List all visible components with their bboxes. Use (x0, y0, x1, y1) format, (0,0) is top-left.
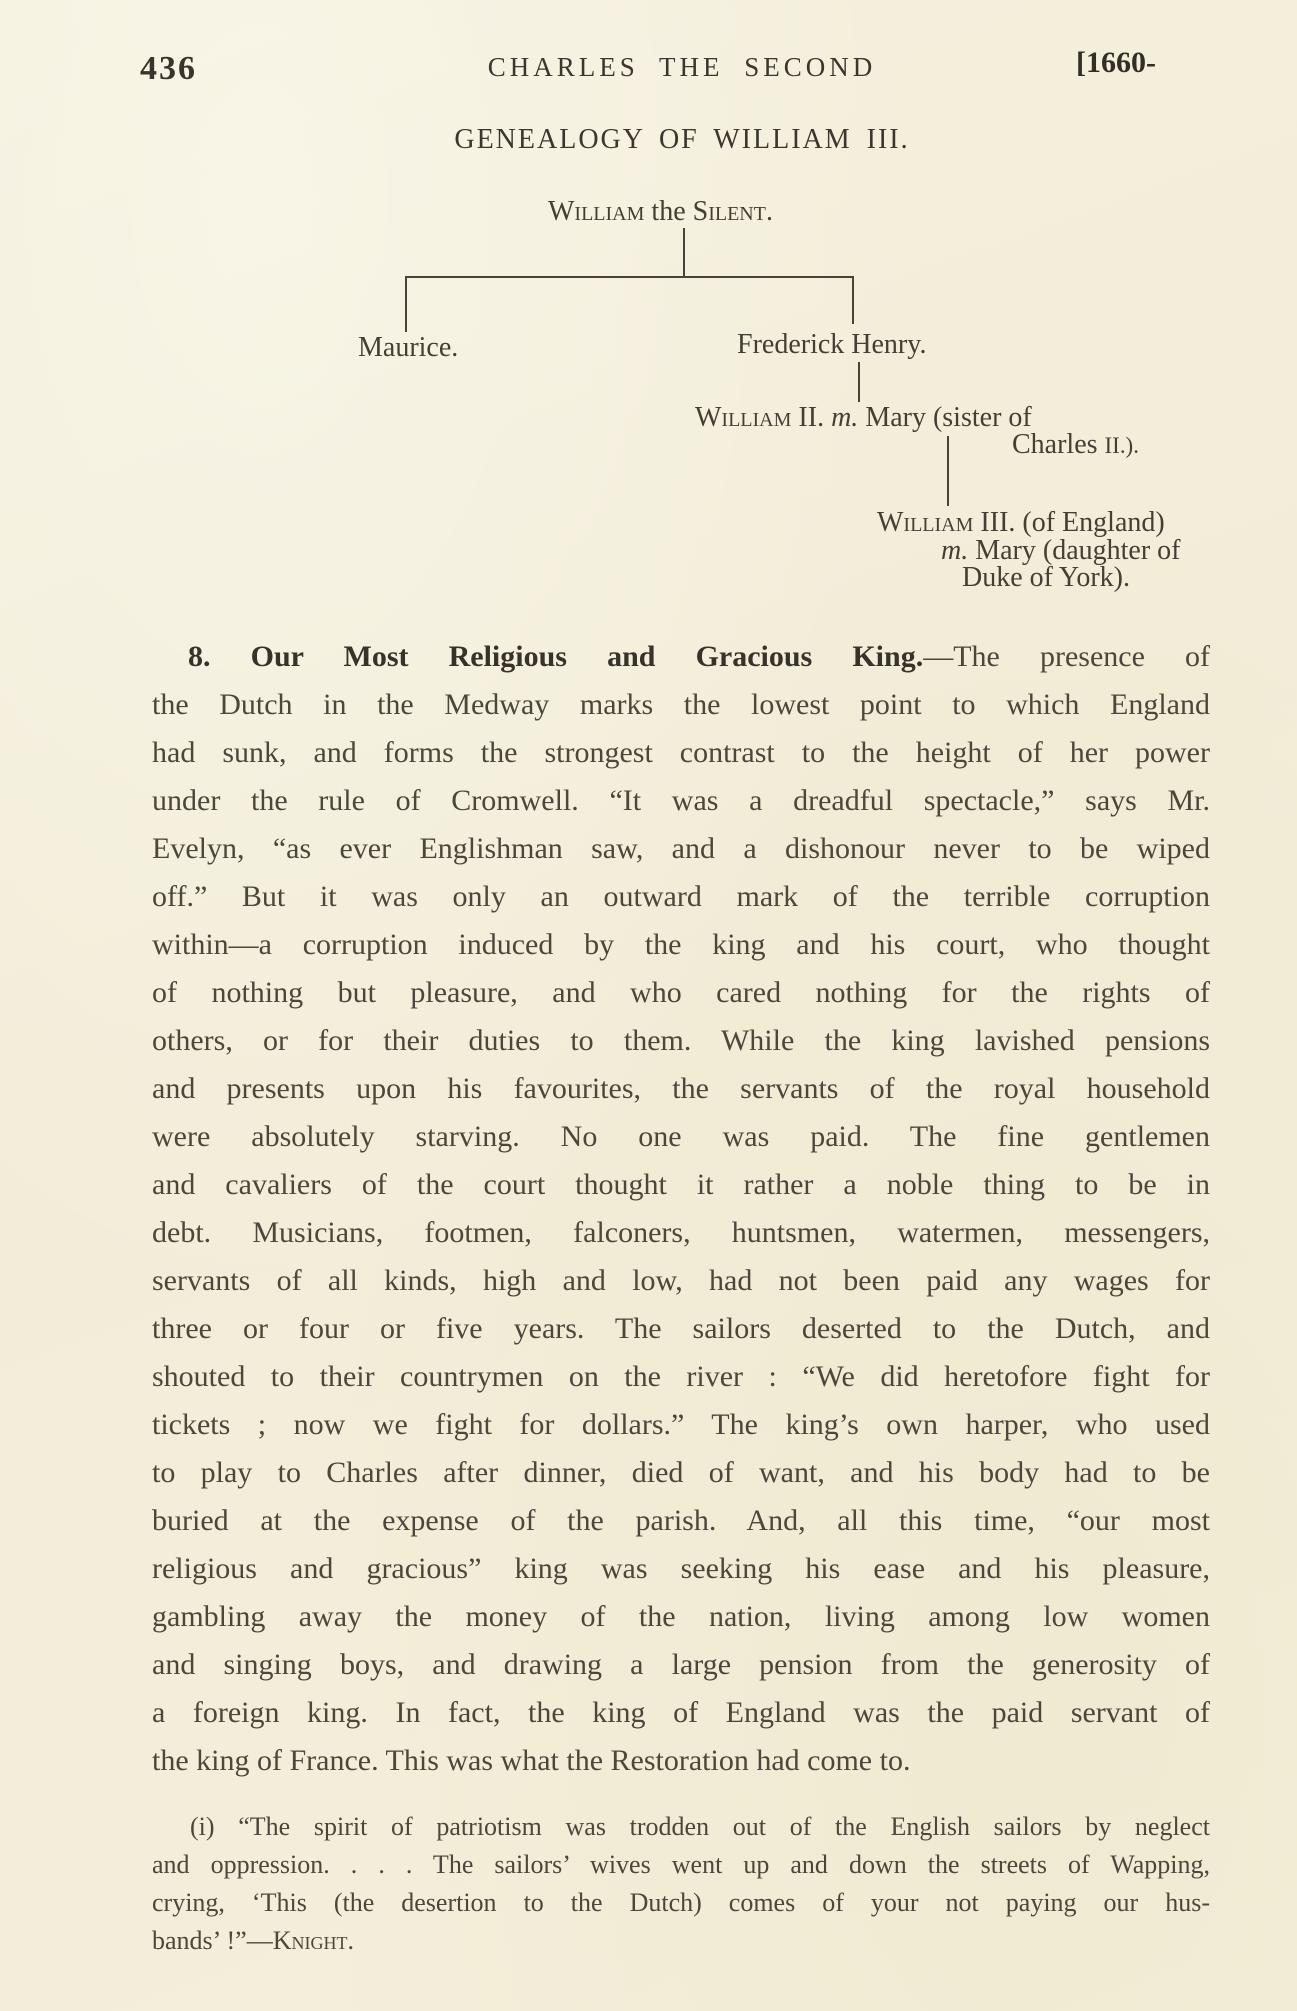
paragraph-line: and singing boys, and drawing a large pension from the generosity of (152, 1648, 1210, 1681)
running-title: CHARLES THE SECOND (487, 52, 877, 82)
page-number: 436 (140, 50, 197, 87)
tree-connector-branch-horizontal (405, 276, 854, 278)
footnote-author: Knight. (272, 1926, 354, 1955)
paragraph-line: off.” But it was only an outward mark of the terrible corruption (152, 880, 1210, 913)
paragraph-line: Evelyn, “as ever Englishman saw, and a dishonour never to be wiped (152, 832, 1210, 865)
section-paragraph (152, 633, 1210, 1785)
paragraph-line: buried at the expense of the parish. And, all this time, “our most (152, 1504, 1210, 1537)
tree-connector-frederick-down (858, 362, 860, 402)
paragraph-line: and presents upon his favourites, the servants of the royal household (152, 1072, 1210, 1105)
tree-node-frederick-henry: Frederick Henry. (737, 329, 927, 360)
paragraph-line: and cavaliers of the court thought it rather a noble thing to be in (152, 1168, 1210, 1201)
tree-connector-william-ii-down (947, 436, 949, 506)
paragraph-line: shouted to their countrymen on the river : “We did heretofore fight for (152, 1360, 1210, 1393)
paragraph-line: of nothing but pleasure, and who cared nothing for the rights of (152, 976, 1210, 1009)
paragraph-line: debt. Musicians, footmen, falconers, huntsmen, watermen, messengers, (152, 1216, 1210, 1249)
paragraph-line: a foreign king. In fact, the king of England was the paid servant of (152, 1696, 1210, 1729)
tree-node-william-ii-spouse-cont: Charles II.). (1012, 429, 1139, 460)
paragraph-line: to play to Charles after dinner, died of want, and his body had to be (152, 1456, 1210, 1489)
footnote (152, 1808, 1210, 1960)
section-heading: 8. Our Most Religious and Gracious King. (188, 640, 924, 673)
tree-node-william-iii-spouse-cont: Duke of York). (962, 562, 1130, 593)
paragraph-line: were absolutely starving. No one was paid. The fine gentlemen (152, 1120, 1210, 1153)
tree-connector-root-down (683, 228, 685, 276)
tree-node-maurice: Maurice. (358, 332, 459, 363)
margin-date: [1660- (1076, 46, 1156, 79)
tree-node-william-iii-marriage: m. Mary (daughter of (941, 535, 1181, 566)
footnote-line: bands’ !”—Knight. (152, 1926, 354, 1955)
paragraph-line: the Dutch in the Medway marks the lowest point to which England (152, 688, 1210, 721)
paragraph-line: 8. Our Most Religious and Gracious King.—The presence of (188, 640, 1210, 673)
footnote-line: crying, ‘This (the desertion to the Dutch) comes of your not paying our hus- (152, 1888, 1210, 1917)
paragraph-line: others, or for their duties to them. While the king lavished pensions (152, 1024, 1210, 1057)
tree-node-william-ii: William II. m. Mary (sister of (695, 402, 1032, 433)
tree-connector-right-drop (852, 278, 854, 324)
paragraph-line: servants of all kinds, high and low, had not been paid any wages for (152, 1264, 1210, 1297)
paragraph-line: had sunk, and forms the strongest contrast to the height of her power (152, 736, 1210, 769)
tree-node-william-iii: William III. (of England) (877, 507, 1165, 538)
paragraph-line: religious and gracious” king was seeking his ease and his pleasure, (152, 1552, 1210, 1585)
footnote-line: and oppression. . . . The sailors’ wives went up and down the streets of Wapping, (152, 1850, 1210, 1879)
paragraph-line: gambling away the money of the nation, living among low women (152, 1600, 1210, 1633)
paragraph-line: tickets ; now we fight for dollars.” The king’s own harper, who used (152, 1408, 1210, 1441)
tree-connector-left-drop (405, 278, 407, 332)
paragraph-line: the king of France. This was what the Restoration had come to. (152, 1744, 911, 1777)
footnote-line: (i) “The spirit of patriotism was trodden out of the English sailors by neglect (190, 1812, 1210, 1841)
tree-node-william-the-silent: William the Silent. (548, 196, 773, 227)
paragraph-line: three or four or five years. The sailors deserted to the Dutch, and (152, 1312, 1210, 1345)
paragraph-line: under the rule of Cromwell. “It was a dreadful spectacle,” says Mr. (152, 784, 1210, 817)
paragraph-line: within—a corruption induced by the king and his court, who thought (152, 928, 1210, 961)
genealogy-title: GENEALOGY OF WILLIAM III. (454, 124, 910, 155)
